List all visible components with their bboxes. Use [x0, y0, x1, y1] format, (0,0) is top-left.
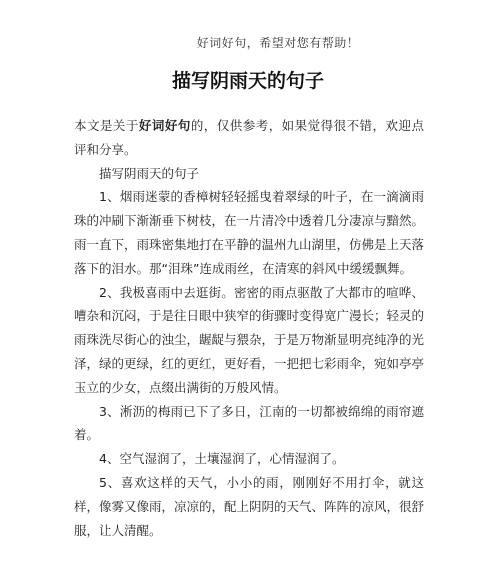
paragraph-1: 1、烟雨迷蒙的香樟树轻轻摇曳着翠绿的叶子，在一滴滴雨珠的冲刷下渐渐垂下树枝，在一片清冷中透着几分凄凉与黯然。雨一直下，雨珠密集地打在平静的温州九山湖里，仿佛是上天落落下的泪水。那“泪珠”连成雨丝，在清寒的斜风中缓缓飘舞。: [74, 189, 425, 276]
intro-paragraph: [74, 114, 424, 162]
paragraph-2: 2、我极喜雨中去逛街。密密的雨点驱散了大都市的喧哗、嘈杂和沉闷，于是往日眼中狭窄的街骤时变得宽广漫长；轻灵的雨珠洗尽街心的浊尘，龌龊与猥杂，于是万物渐显明亮纯净的光泽，绿的更绿，红的更红，更好看，一把把七彩雨伞，宛如亭亭玉立的少女，点缀出满街的万般风情。: [74, 284, 425, 395]
paragraph-5: 5、喜欢这样的天气，小小的雨，刚刚好不用打伞，就这样，像雾又像雨，凉凉的，配上阴阴的天气、阵阵的凉风，很舒服，让人清醒。: [74, 474, 425, 538]
header-slogan: 好词好句，希望对您有帮助！: [196, 36, 360, 50]
paragraph-3: 3、淅沥的梅雨已下了多日，江南的一切都被绵绵的雨帘遮着。: [74, 403, 424, 443]
intro-keyword-link[interactable]: 好词好句: [138, 118, 191, 133]
section-subtitle: 描写阴雨天的句子: [99, 165, 200, 181]
intro-prefix: 本文是关于: [74, 118, 139, 133]
document-title: 描写阴雨天的句子: [171, 70, 324, 92]
document-body: [74, 114, 424, 542]
intro-suffix: 的，仅供参考，如果觉得很不错，欢迎点评和分享。: [74, 118, 424, 157]
paragraph-4: 4、空气湿润了，土壤湿润了，心情湿润了。: [99, 451, 345, 467]
